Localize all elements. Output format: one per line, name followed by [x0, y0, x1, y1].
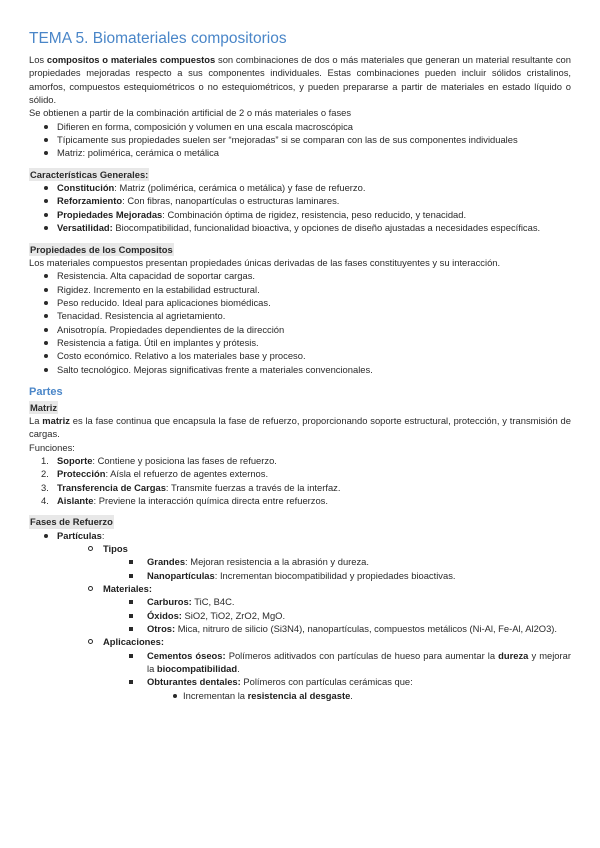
- list-item: Reforzamiento: Con fibras, nanopartículas o estructuras laminares.: [41, 194, 571, 207]
- list-item: 3. Transferencia de Cargas: Transmite fuerzas a través de la interfaz.: [41, 481, 341, 493]
- list-item: Difieren en forma, composición y volumen en una escala macroscópica: [41, 120, 571, 133]
- list-item: Materiales: Carburos: TiC, B4C. Óxidos: SiO2, TiO2, ZrO2, MgO. Otros: Mica, nitruro de silicio (Si3N4), nanopartículas, compuestos metálicos (Ni-Al, Fe-Al, Al2O3).: [85, 582, 571, 635]
- particulas-sublist: [85, 542, 571, 702]
- list-item: Peso reducido. Ideal para aplicaciones biomédicas.: [41, 296, 571, 309]
- list-item: Versatilidad: Biocompatibilidad, funcionalidad bioactiva, y opciones de diseño ajustadas a necesidades específicas.: [41, 221, 571, 234]
- tipos-sublist: [125, 555, 571, 582]
- propiedades-heading: Propiedades de los Compositos: [30, 243, 173, 255]
- list-item: Obturantes dentales: Polímeros con partículas cerámicas que: Incrementan la resistencia al desgaste.: [125, 675, 571, 702]
- obtain-list: [41, 120, 571, 160]
- list-item: Constitución: Matriz (polimérica, cerámica o metálica) y fase de refuerzo.: [41, 181, 571, 194]
- list-item: Costo económico. Relativo a los materiales base y proceso.: [41, 349, 571, 362]
- obturantes-sublist: [171, 689, 571, 702]
- list-item: Óxidos: SiO2, TiO2, ZrO2, MgO.: [125, 609, 571, 622]
- list-item: Rigidez. Incremento en la estabilidad estructural.: [41, 283, 571, 296]
- list-item: Partículas: Tipos Grandes: Mejoran resistencia a la abrasión y dureza. Nanopartículas: Incrementan biocompatibilidad y propiedades bioactivas. Materiales: Carburos: TiC, B4C. Óxidos: SiO2, TiO2, ZrO2, MgO. Otros: Mica, nitruro de silicio (Si3N4), nanopartículas, compuestos metálicos (Ni-Al, Fe-Al, Al2O3). Aplicaciones: Cementos óseos: Polímeros aditivados con partículas de hueso para aumentar la dureza y mejorar la biocompatibilidad. Obturantes dentales: Polímeros con partículas cerámicas que: Incrementan la resistencia al desgaste.: [41, 529, 571, 702]
- caracteristicas-list: [41, 181, 571, 234]
- list-item: 1. Soporte: Contiene y posiciona las fases de refuerzo.: [41, 454, 277, 466]
- list-item: Tipos Grandes: Mejoran resistencia a la abrasión y dureza. Nanopartículas: Incrementan biocompatibilidad y propiedades bioactivas.: [85, 542, 571, 582]
- list-item: Aplicaciones: Cementos óseos: Polímeros aditivados con partículas de hueso para aumentar la dureza y mejorar la biocompatibilidad. Obturantes dentales: Polímeros con partículas cerámicas que: Incrementan la resistencia al desgaste.: [85, 635, 571, 702]
- partes-heading: Partes: [29, 385, 63, 398]
- funciones-list: [41, 454, 571, 507]
- refuerzo-list: [41, 529, 571, 702]
- list-item: Incrementan la resistencia al desgaste.: [171, 689, 571, 702]
- propiedades-list: [41, 269, 571, 376]
- list-item: Otros: Mica, nitruro de silicio (Si3N4), nanopartículas, compuestos metálicos (Ni-Al, Fe-Al, Al2O3).: [125, 622, 571, 635]
- list-item: Matriz: polimérica, cerámica o metálica: [41, 146, 571, 159]
- propiedades-intro: Los materiales compuestos presentan propiedades únicas derivadas de las fases constituyentes y su interacción.: [29, 256, 501, 268]
- page-title: TEMA 5. Biomateriales compositorios: [29, 30, 287, 47]
- matriz-paragraph: La matriz es la fase continua que encapsula la fase de refuerzo, proporcionando soporte estructural, protección, y transmisión de cargas.: [29, 414, 571, 440]
- list-item: 4. Aislante: Previene la interacción química directa entre refuerzos.: [41, 494, 328, 506]
- list-item: Tenacidad. Resistencia al agrietamiento.: [41, 309, 571, 322]
- materiales-sublist: [125, 595, 571, 635]
- list-item: Resistencia a fatiga. Útil en implantes y prótesis.: [41, 336, 571, 349]
- list-item: Nanopartículas: Incrementan biocompatibilidad y propiedades bioactivas.: [125, 569, 571, 582]
- list-item: Carburos: TiC, B4C.: [125, 595, 571, 608]
- list-item: Típicamente sus propiedades suelen ser “mejoradas” si se comparan con las de sus componentes individuales: [41, 133, 571, 146]
- aplicaciones-sublist: [125, 649, 571, 702]
- list-item: Resistencia. Alta capacidad de soportar cargas.: [41, 269, 571, 282]
- funciones-label: Funciones:: [29, 441, 75, 453]
- list-item: Salto tecnológico. Mejoras significativas frente a materiales convencionales.: [41, 363, 571, 376]
- caracteristicas-heading: Características Generales:: [30, 168, 149, 180]
- refuerzo-heading: Fases de Refuerzo: [30, 516, 113, 528]
- list-item: Anisotropía. Propiedades dependientes de la dirección: [41, 323, 571, 336]
- list-item: Propiedades Mejoradas: Combinación óptima de rigidez, resistencia, peso reducido, y tenacidad.: [41, 208, 571, 221]
- list-item: Cementos óseos: Polímeros aditivados con partículas de hueso para aumentar la dureza y mejorar la biocompatibilidad.: [125, 649, 571, 676]
- intro-paragraph: Los compositos o materiales compuestos son combinaciones de dos o más materiales que generan un material resultante con propiedades mejoradas respecto a sus componentes individuales. Estas combinaciones pueden incluir sólidos cristalinos, amorfos, compuestos estequiométricos o no estequiométricos, y pueden prepararse a partir de materiales en estado líquido o sólido.: [29, 54, 571, 106]
- list-item: Grandes: Mejoran resistencia a la abrasión y dureza.: [125, 555, 571, 568]
- matriz-heading: Matriz: [30, 401, 58, 413]
- obtain-line: Se obtienen a partir de la combinación artificial de 2 o más materiales o fases: [29, 107, 352, 119]
- list-item: 2. Protección: Aísla el refuerzo de agentes externos.: [41, 468, 269, 480]
